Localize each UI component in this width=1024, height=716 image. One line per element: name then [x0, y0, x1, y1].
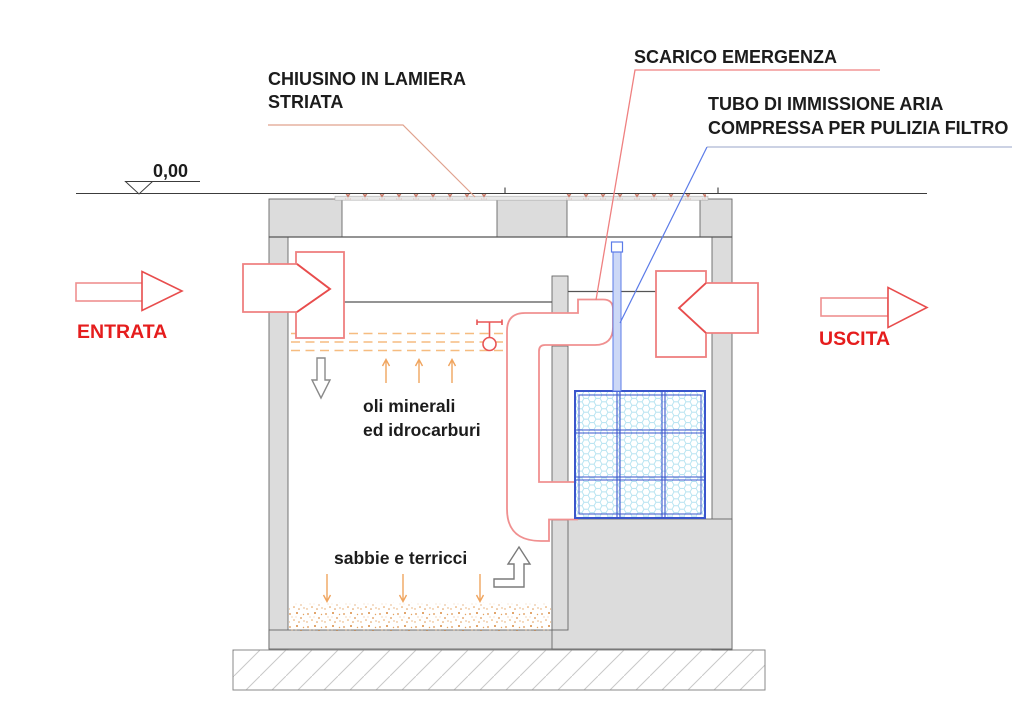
air-pipe-label-line1: TUBO DI IMMISSIONE ARIA	[708, 94, 944, 114]
uscita-arrow-shaft	[821, 298, 888, 316]
baffle-top	[552, 276, 568, 313]
entrata-arrow-head-icon	[142, 272, 182, 311]
cover-label-line1: CHIUSINO IN LAMIERA	[268, 69, 466, 89]
sands-label: sabbie e terricci	[334, 548, 468, 568]
entrata-arrow-shaft	[76, 283, 143, 301]
baffle-middle	[552, 346, 568, 482]
uscita-arrow	[821, 288, 927, 328]
emergency-discharge-label: SCARICO EMERGENZA	[634, 47, 838, 67]
cover-label-line2: STRIATA	[268, 92, 344, 112]
compressed-air-pipe	[612, 242, 623, 391]
ground-line	[76, 188, 927, 194]
outlet-label: USCITA	[819, 328, 891, 350]
filter-chamber-base	[552, 519, 732, 649]
flow-up-arrow-icon	[494, 547, 530, 587]
air-pipe-label-line2: COMPRESSA PER PULIZIA FILTRO	[708, 118, 1009, 138]
air-pipe-cap	[612, 242, 623, 252]
inlet-assembly	[243, 252, 344, 338]
cover-plate	[333, 194, 708, 201]
oil-rise-arrows	[383, 360, 456, 384]
entrata-arrow	[76, 272, 182, 311]
cover-leader	[268, 125, 475, 197]
baffle-bottom	[552, 520, 568, 630]
filter-cartridge	[575, 391, 705, 518]
ground-level-label: 0,00	[153, 161, 189, 181]
settling-down-arrow-icon	[312, 358, 330, 398]
oils-label-line1: oli minerali	[363, 396, 456, 416]
sand-settle-arrows	[324, 574, 484, 602]
lid-block-middle	[497, 199, 567, 237]
inlet-label: ENTRATA	[77, 321, 168, 343]
drain-valve	[477, 320, 502, 351]
level-marker	[125, 182, 200, 195]
level-triangle-icon	[126, 182, 153, 195]
striation-marks-left	[333, 194, 494, 200]
uscita-arrow-head-icon	[888, 288, 927, 328]
lid-block-right	[700, 199, 732, 237]
outlet-assembly	[656, 271, 758, 357]
lid-block-left	[269, 199, 342, 237]
oils-label-line2: ed idrocarburi	[363, 420, 481, 440]
sand-layer	[289, 602, 551, 631]
valve-wheel-icon	[483, 338, 496, 351]
foundation-slab	[233, 650, 765, 690]
